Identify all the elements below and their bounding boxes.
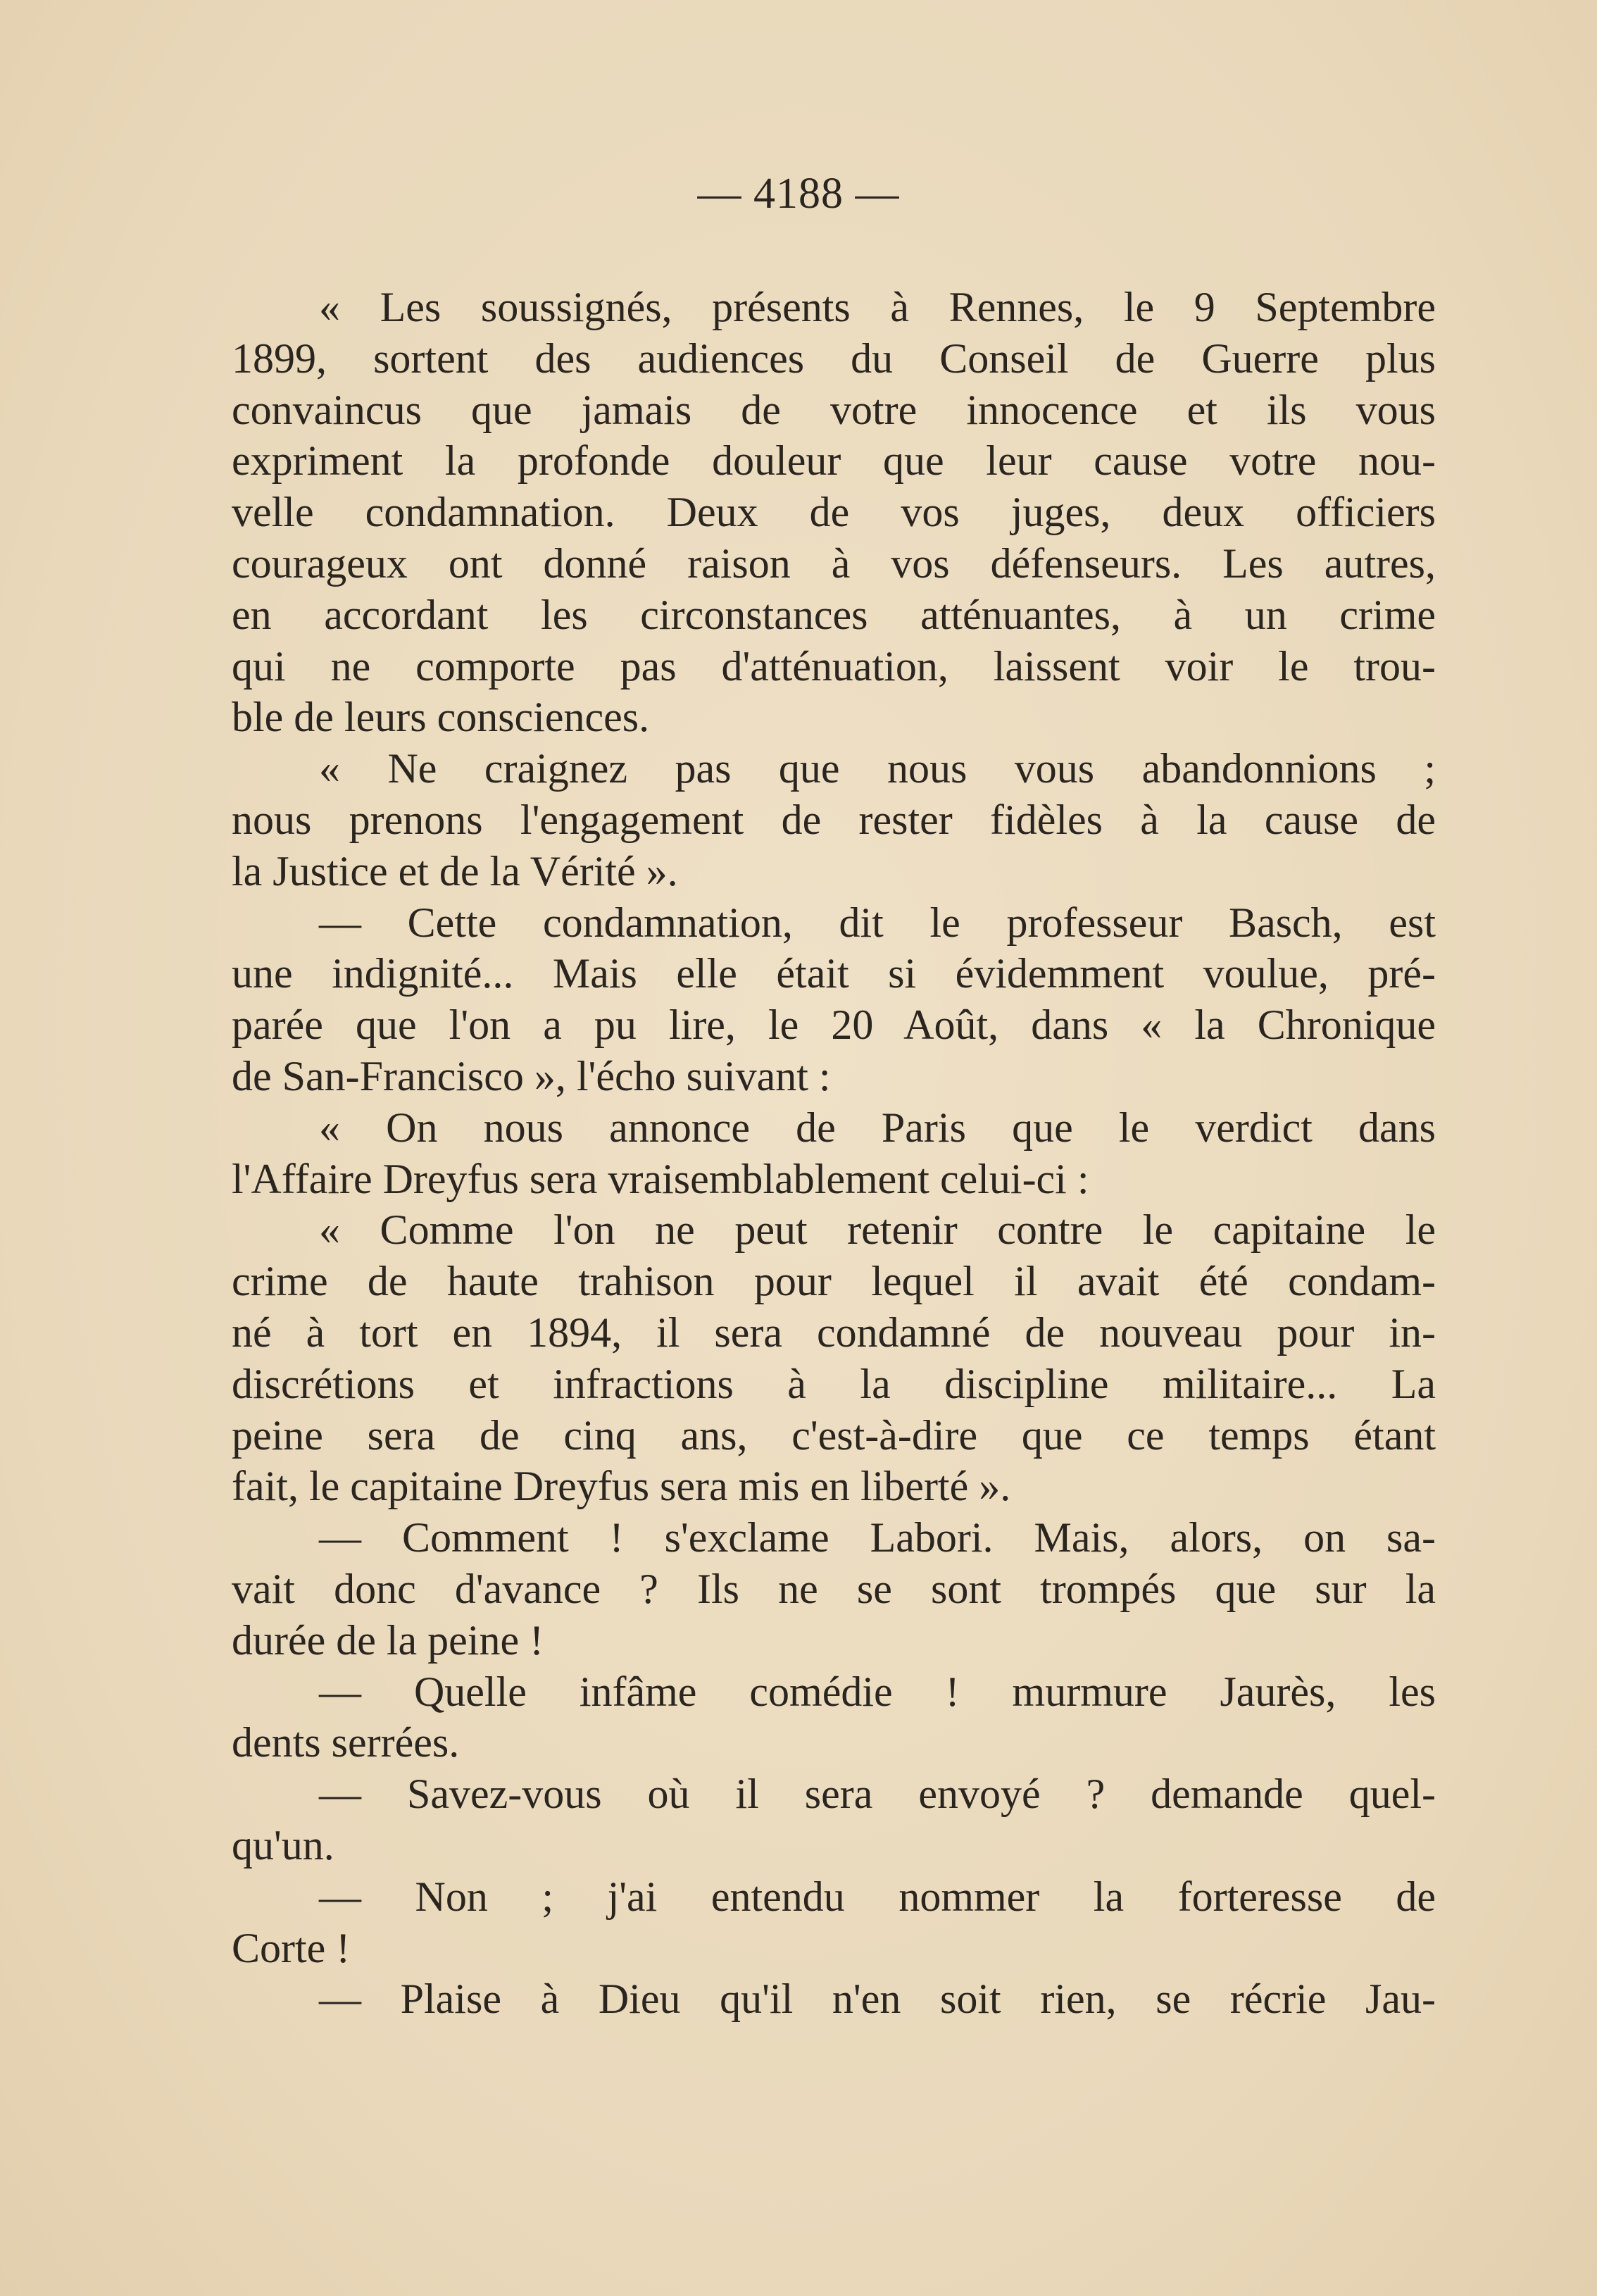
text-line: une indignité... Mais elle était si évidemment voulue, pré- [232, 950, 1436, 997]
text-line: de San-Francisco », l'écho suivant : [232, 1052, 831, 1099]
text-line: l'Affaire Dreyfus sera vraisemblablement celui-ci : [232, 1155, 1089, 1202]
text-line: — Comment ! s'exclame Labori. Mais, alors, on sa- [319, 1514, 1436, 1561]
text-line: — Plaise à Dieu qu'il n'en soit rien, se récrie Jau- [319, 1976, 1436, 2023]
text-line: — Quelle infâme comédie ! murmure Jaurès, les [319, 1668, 1436, 1715]
text-line: durée de la peine ! [232, 1616, 544, 1664]
body-text [232, 282, 1436, 2025]
text-line: dents serrées. [232, 1719, 460, 1766]
text-line: qui ne comporte pas d'atténuation, laissent voir le trou- [232, 642, 1436, 690]
text-line: courageux ont donné raison à vos défenseurs. Les autres, [232, 539, 1436, 587]
text-line: — Savez-vous où il sera envoyé ? demande quel- [319, 1771, 1436, 1818]
text-line: parée que l'on a pu lire, le 20 Août, dans « la Chronique [232, 1002, 1436, 1049]
text-line: discrétions et infractions à la discipline militaire... La [232, 1360, 1436, 1407]
text-line: ble de leurs consciences. [232, 694, 650, 741]
text-line: « On nous annonce de Paris que le verdict dans [319, 1104, 1436, 1151]
page-number: — 4188 — [697, 170, 900, 218]
text-line: « Comme l'on ne peut retenir contre le capitaine le [319, 1206, 1436, 1254]
text-line: en accordant les circonstances atténuantes, à un crime [232, 591, 1436, 638]
text-line: « Ne craignez pas que nous vous abandonnions ; [319, 745, 1436, 792]
text-line: vait donc d'avance ? Ils ne se sont trompés que sur la [232, 1565, 1436, 1612]
text-line: qu'un. [232, 1821, 334, 1868]
text-line: né à tort en 1894, il sera condamné de nouveau pour in- [232, 1309, 1436, 1356]
text-line: expriment la profonde douleur que leur cause votre nou- [232, 437, 1436, 485]
text-line: — Non ; j'ai entendu nommer la forteresse de [319, 1873, 1436, 1920]
text-line: la Justice et de la Vérité ». [232, 847, 678, 894]
text-line: « Les soussignés, présents à Rennes, le 9 Septembre [319, 284, 1436, 330]
text-line: velle condamnation. Deux de vos juges, deux officiers [232, 489, 1436, 536]
text-line: fait, le capitaine Dreyfus sera mis en liberté ». [232, 1463, 1011, 1510]
text-line: 1899, sortent des audiences du Conseil de Guerre plus [232, 335, 1436, 382]
text-line: crime de haute trahison pour lequel il avait été condam- [232, 1258, 1436, 1305]
text-line: — Cette condamnation, dit le professeur Basch, est [319, 899, 1436, 946]
text-line: convaincus que jamais de votre innocence et ils vous [232, 386, 1436, 433]
text-line: peine sera de cinq ans, c'est-à-dire que ce temps étant [232, 1411, 1436, 1459]
text-line: nous prenons l'engagement de rester fidèles à la cause de [232, 796, 1436, 843]
text-line: Corte ! [232, 1924, 351, 1971]
